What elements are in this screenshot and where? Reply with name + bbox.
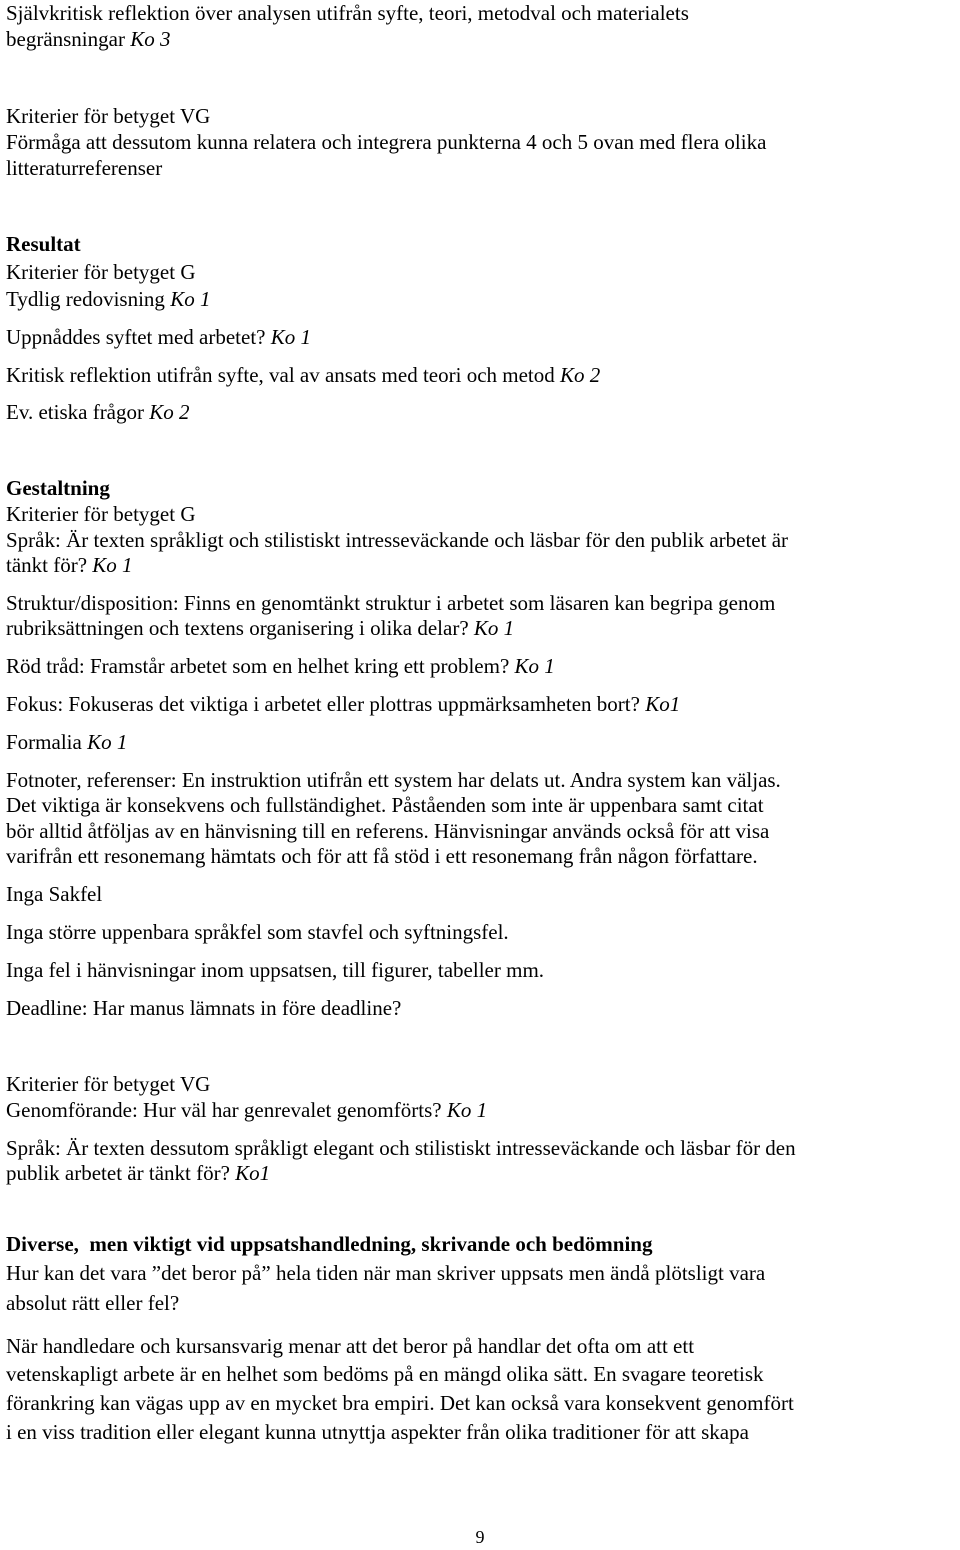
ko-score: Ko 1	[87, 730, 128, 754]
criterion-item: Tydlig redovisning Ko 1	[6, 287, 211, 311]
question-line-2: absolut rätt eller fel?	[6, 1291, 180, 1315]
ko-score: Ko 1	[514, 654, 555, 678]
section-heading-gestaltning: Gestaltning	[6, 476, 110, 500]
ko-score: Ko 2	[560, 363, 601, 387]
answer-line-4: i en viss tradition eller elegant kunna utnyttja aspekter från olika traditioner för att skapa	[6, 1420, 749, 1444]
answer-line-1: När handledare och kursansvarig menar att det beror på handlar det ofta om att ett	[6, 1334, 695, 1358]
fotnoter-line-2: Det viktiga är konsekvens och fullständighet. Påståenden som inte är uppenbara samt citat	[6, 793, 764, 817]
ko-score: Ko 1	[270, 325, 312, 349]
vg-sprak-line-1: Språk: Är texten dessutom språkligt elegant och stilistiskt intresseväckande och läsbar för den	[6, 1136, 796, 1160]
struktur-line-1: Struktur/disposition: Finns en genomtänkt struktur i arbetet som läsaren kan begripa genom	[6, 591, 776, 615]
vg-criteria-heading: Kriterier för betyget VG	[6, 104, 211, 128]
vg-criteria-heading: Kriterier för betyget VG	[6, 1072, 211, 1096]
question-line-1: Hur kan det vara ”det beror på” hela tiden när man skriver uppsats men ändå plötsligt vara	[6, 1261, 766, 1285]
criterion-item: Ev. etiska frågor Ko 2	[6, 400, 190, 424]
vg-criteria-line-1: Förmåga att dessutom kunna relatera och integrera punkterna 4 och 5 ovan med flera olika	[6, 130, 767, 154]
hanvisningsfel-line: Inga fel i hänvisningar inom uppsatsen, till figurer, tabeller mm.	[6, 958, 545, 982]
rod-trad-line: Röd tråd: Framstår arbetet som en helhet kring ett problem? Ko 1	[6, 654, 555, 678]
ko-score: Ko 1	[170, 287, 211, 311]
sakfel-line: Inga Sakfel	[6, 882, 103, 906]
section-heading-diverse: Diverse, men viktigt vid uppsatshandledning, skrivande och bedömning	[6, 1232, 653, 1256]
ko-score: Ko 1	[92, 553, 133, 577]
fotnoter-line-3: bör alltid åtföljas av en hänvisning till en referens. Hänvisningar används också för att visa	[6, 819, 770, 843]
fotnoter-line-4: varifrån ett resonemang hämtats och för att få stöd i ett resonemang från någon författare.	[6, 844, 758, 868]
fokus-line: Fokus: Fokuseras det viktiga i arbetet eller plottras uppmärksamheten bort? Ko1	[6, 692, 681, 716]
g-criteria-heading: Kriterier för betyget G	[6, 502, 196, 526]
sprak-line-2: tänkt för? Ko 1	[6, 553, 133, 577]
genomforande-line: Genomförande: Hur väl har genrevalet genomförts? Ko 1	[6, 1098, 488, 1122]
sprakfel-line: Inga större uppenbara språkfel som stavfel och syftningsfel.	[6, 920, 509, 944]
answer-line-3: förankring kan vägas upp av en mycket bra empiri. Det kan också vara konsekvent genomfört	[6, 1391, 794, 1415]
vg-sprak-line-2: publik arbetet är tänkt för? Ko1	[6, 1161, 271, 1185]
intro-line-2: begränsningar Ko 3	[6, 27, 171, 51]
formalia-line: Formalia Ko 1	[6, 730, 128, 754]
criterion-item: Uppnåddes syftet med arbetet? Ko 1	[6, 325, 312, 349]
ko-score: Ko 1	[473, 616, 515, 640]
ko-score: Ko 2	[149, 400, 190, 424]
intro-line-1: Självkritisk reflektion över analysen utifrån syfte, teori, metodval och materialets	[6, 1, 689, 25]
ko-score: Ko 1	[446, 1098, 488, 1122]
answer-line-2: vetenskapligt arbete är en helhet som bedöms på en mängd olika sätt. En svagare teoretisk	[6, 1362, 764, 1386]
ko-score: Ko 3	[130, 27, 171, 51]
sprak-line-1: Språk: Är texten språkligt och stilistiskt intresseväckande och läsbar för den publik arbetet är	[6, 528, 789, 552]
g-criteria-heading: Kriterier för betyget G	[6, 260, 196, 284]
deadline-line: Deadline: Har manus lämnats in före deadline?	[6, 996, 402, 1020]
ko-score: Ko1	[235, 1161, 271, 1185]
ko-score: Ko1	[645, 692, 681, 716]
vg-criteria-line-2: litteraturreferenser	[6, 156, 163, 180]
fotnoter-line-1: Fotnoter, referenser: En instruktion utifrån ett system har delats ut. Andra system kan väljas.	[6, 768, 781, 792]
page-number: 9	[475, 1527, 485, 1547]
criterion-item: Kritisk reflektion utifrån syfte, val av ansats med teori och metod Ko 2	[6, 363, 601, 387]
section-heading-resultat: Resultat	[6, 232, 81, 256]
struktur-line-2: rubriksättningen och textens organisering i olika delar? Ko 1	[6, 616, 515, 640]
